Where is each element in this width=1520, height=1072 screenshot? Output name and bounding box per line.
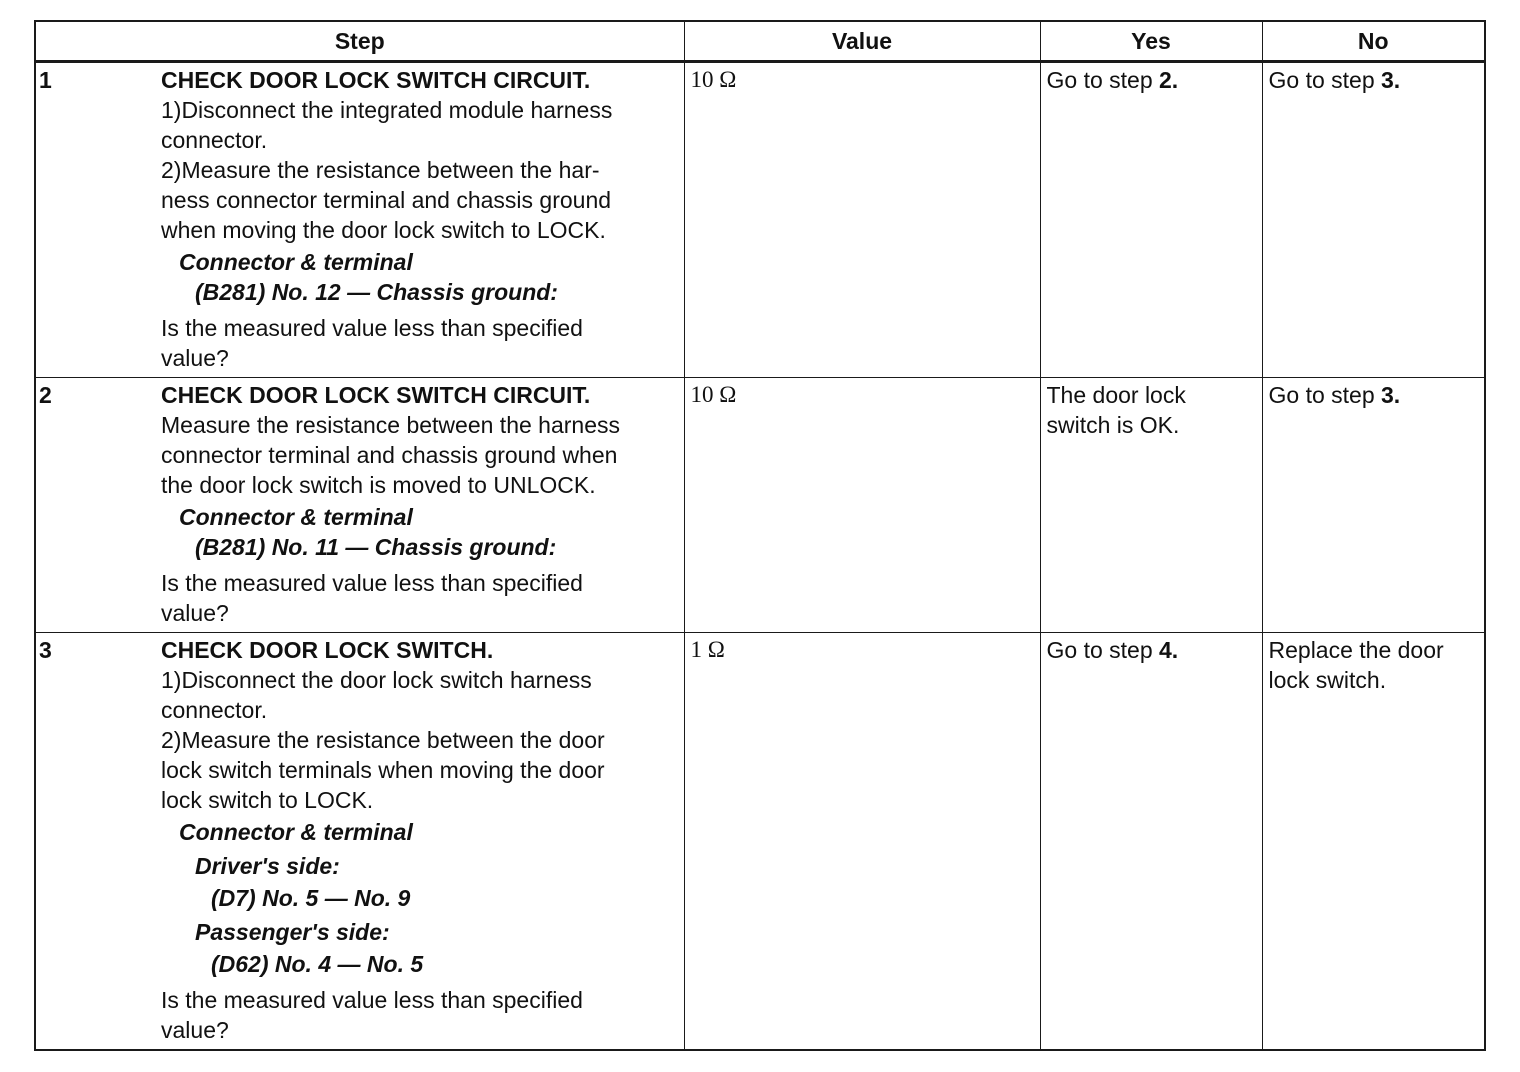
no-step-ref: 3. [1381,67,1401,93]
table-row [35,633,1485,1051]
header-value: Value [684,21,1040,62]
step-number: 1 [35,62,159,378]
question-line: Is the measured value less than specified [161,570,583,596]
drivers-side-label: Driver's side: [195,853,340,879]
header-yes: Yes [1040,21,1262,62]
instruction-line: connector terminal and chassis ground when [161,442,618,468]
yes-action [1040,633,1262,1051]
no-action [1262,62,1485,378]
no-text: lock switch. [1268,667,1387,693]
yes-text: The door lock [1046,382,1186,408]
instruction-line: when moving the door lock switch to LOCK. [161,217,606,243]
table-row [35,378,1485,633]
step-title: CHECK DOOR LOCK SWITCH CIRCUIT. [161,67,591,93]
passengers-side-label: Passenger's side: [195,919,390,945]
yes-step-ref: 4. [1159,637,1179,663]
passengers-terminal-spec: (D62) No. 4 — No. 5 [211,951,424,977]
drivers-terminal-spec: (D7) No. 5 — No. 9 [211,885,411,911]
no-action [1262,378,1485,633]
no-text: Go to step [1268,67,1382,93]
question-line: Is the measured value less than specified [161,315,583,341]
yes-text: switch is OK. [1046,412,1180,438]
instruction-line: 2)Measure the resistance between the door [161,727,605,753]
question [161,568,678,628]
step-title: CHECK DOOR LOCK SWITCH CIRCUIT. [161,382,591,408]
step-description [159,633,684,1051]
question-line: value? [161,1017,229,1043]
step-title: CHECK DOOR LOCK SWITCH. [161,637,494,663]
spec-value: 10 Ω [684,378,1040,633]
no-step-ref: 3. [1381,382,1401,408]
diagnostic-table [34,20,1486,1051]
instruction-line: 1)Disconnect the door lock switch harness [161,667,592,693]
terminal-spec: (B281) No. 11 — Chassis ground: [195,534,557,560]
table-row [35,62,1485,378]
question-line: value? [161,345,229,371]
header-no: No [1262,21,1485,62]
question [161,313,678,373]
instruction-line: Measure the resistance between the harness [161,412,620,438]
step-number: 2 [35,378,159,633]
yes-action [1040,378,1262,633]
connector-label: Connector & terminal [179,819,413,845]
question-line: Is the measured value less than specified [161,987,583,1013]
step-number: 3 [35,633,159,1051]
terminal-spec: (B281) No. 12 — Chassis ground: [195,279,558,305]
instruction-line: connector. [161,127,268,153]
instruction-line: connector. [161,697,268,723]
spec-value: 1 Ω [684,633,1040,1051]
instruction-line: 2)Measure the resistance between the har- [161,157,600,183]
no-action [1262,633,1485,1051]
connector-label: Connector & terminal [179,504,413,530]
instruction-line: 1)Disconnect the integrated module harness [161,97,613,123]
connector-label: Connector & terminal [179,249,413,275]
yes-text: Go to step [1046,67,1160,93]
instruction-line: lock switch terminals when moving the door [161,757,605,783]
instruction-line: lock switch to LOCK. [161,787,374,813]
instruction-line: the door lock switch is moved to UNLOCK. [161,472,596,498]
spec-value: 10 Ω [684,62,1040,378]
step-description [159,378,684,633]
no-text: Replace the door [1268,637,1444,663]
yes-step-ref: 2. [1159,67,1179,93]
no-text: Go to step [1268,382,1382,408]
yes-text: Go to step [1046,637,1160,663]
step-description [159,62,684,378]
yes-action [1040,62,1262,378]
question-line: value? [161,600,229,626]
instruction-line: ness connector terminal and chassis ground [161,187,612,213]
question [161,985,678,1045]
header-step: Step [35,21,684,62]
header-row [35,21,1485,62]
